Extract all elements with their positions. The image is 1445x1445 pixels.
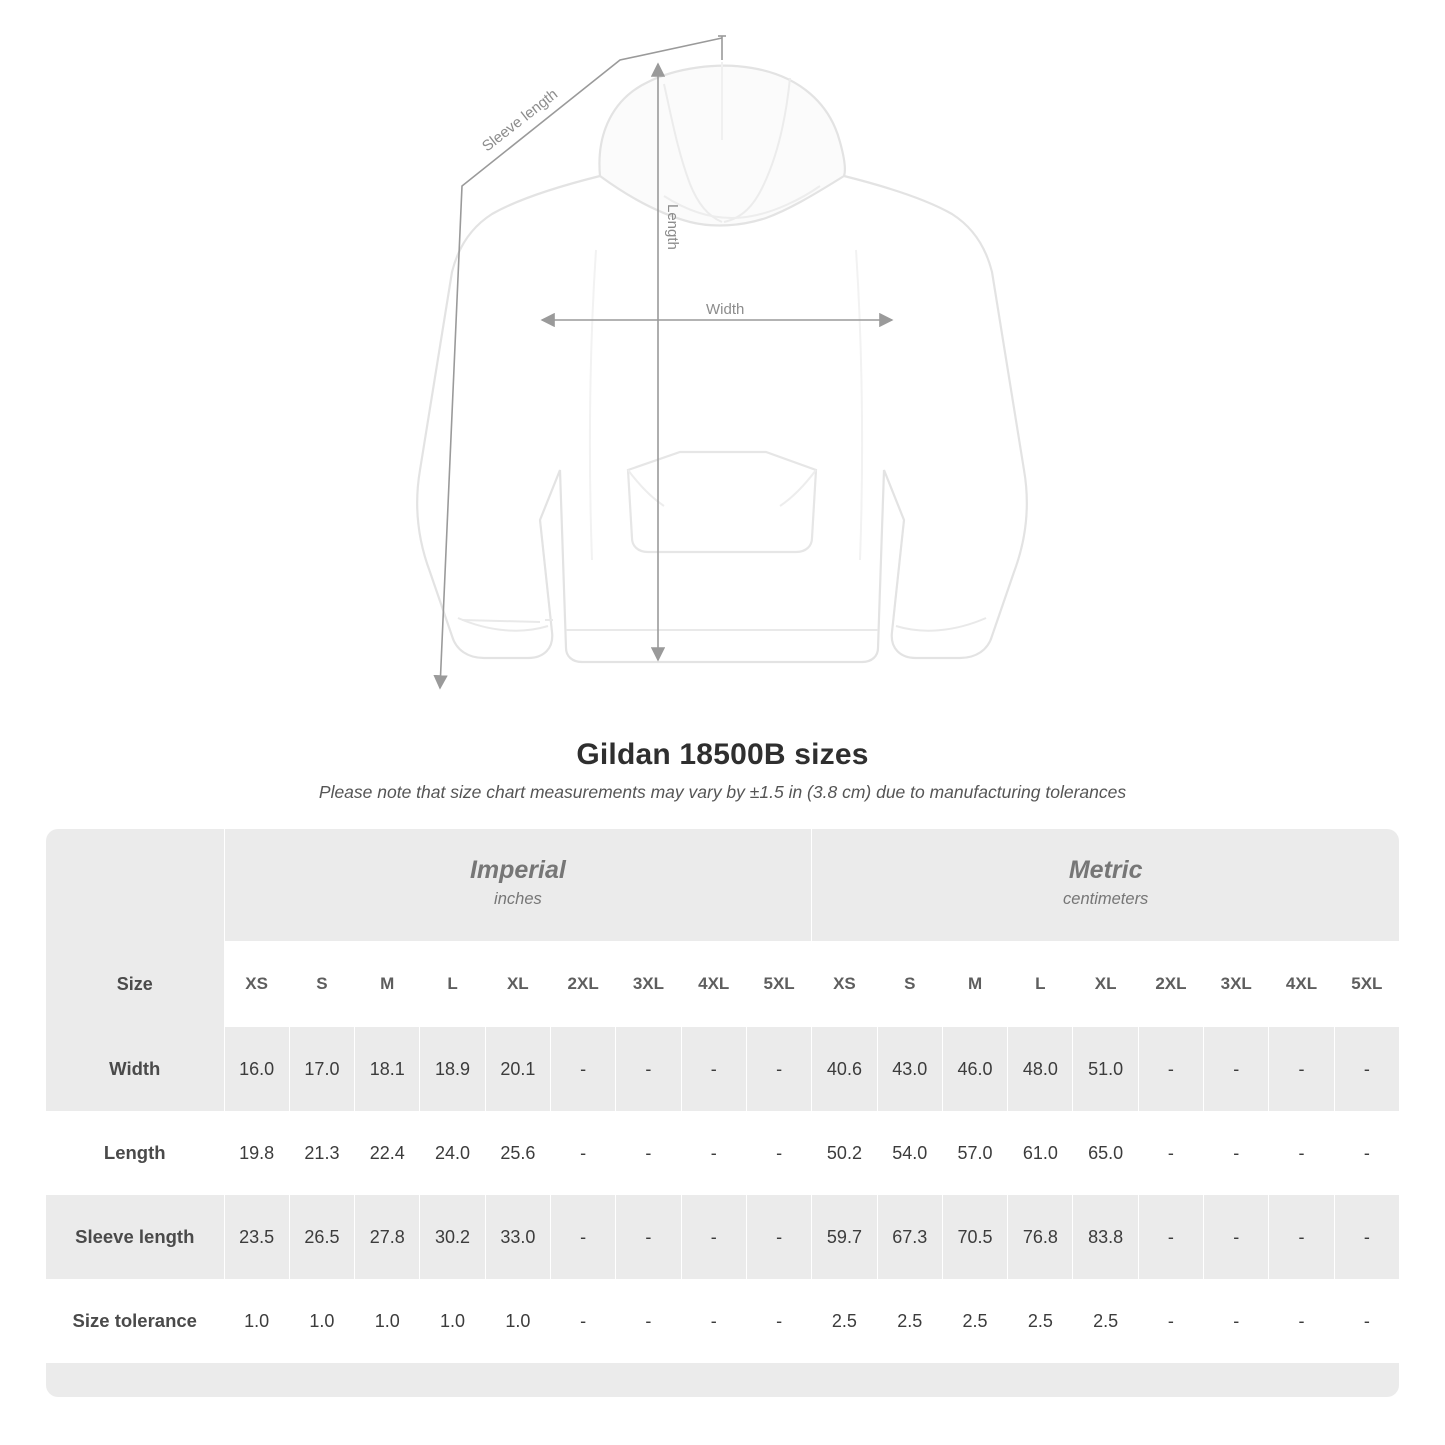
size-header-metric-4xl: 4XL xyxy=(1269,941,1334,1027)
cell-sleeve-imperial-l: 30.2 xyxy=(420,1195,485,1279)
size-header-metric-3xl: 3XL xyxy=(1204,941,1269,1027)
cell-tolerance-metric-5xl: - xyxy=(1334,1279,1399,1363)
cell-width-imperial-5xl: - xyxy=(746,1027,811,1111)
system-metric-unit: centimeters xyxy=(1063,889,1149,908)
cell-width-metric-5xl: - xyxy=(1334,1027,1399,1111)
cell-sleeve-imperial-4xl: - xyxy=(681,1195,746,1279)
cell-width-metric-4xl: - xyxy=(1269,1027,1334,1111)
size-header-imperial-2xl: 2XL xyxy=(550,941,615,1027)
cell-length-imperial-2xl: - xyxy=(550,1111,615,1195)
cell-sleeve-metric-s: 67.3 xyxy=(877,1195,942,1279)
cell-width-metric-xl: 51.0 xyxy=(1073,1027,1138,1111)
cell-sleeve-metric-l: 76.8 xyxy=(1008,1195,1073,1279)
cell-length-imperial-xs: 19.8 xyxy=(224,1111,289,1195)
size-header-metric-xl: XL xyxy=(1073,941,1138,1027)
cell-length-metric-xs: 50.2 xyxy=(812,1111,877,1195)
system-imperial-unit: inches xyxy=(494,889,542,908)
cell-width-metric-3xl: - xyxy=(1204,1027,1269,1111)
size-header-metric-m: M xyxy=(942,941,1007,1027)
cell-width-imperial-xl: 20.1 xyxy=(485,1027,550,1111)
length-label: Length xyxy=(664,204,681,250)
cell-length-imperial-m: 22.4 xyxy=(355,1111,420,1195)
size-header-metric-5xl: 5XL xyxy=(1334,941,1399,1027)
cell-width-metric-xs: 40.6 xyxy=(812,1027,877,1111)
sleeve-length-label: Sleeve length xyxy=(478,85,562,156)
cell-sleeve-imperial-xs: 23.5 xyxy=(224,1195,289,1279)
size-header-metric-xs: XS xyxy=(812,941,877,1027)
cell-tolerance-metric-4xl: - xyxy=(1269,1279,1334,1363)
cell-tolerance-metric-3xl: - xyxy=(1204,1279,1269,1363)
cell-length-imperial-5xl: - xyxy=(746,1111,811,1195)
table-row xyxy=(46,1027,1399,1111)
cell-sleeve-imperial-2xl: - xyxy=(550,1195,615,1279)
cell-length-imperial-xl: 25.6 xyxy=(485,1111,550,1195)
table-row xyxy=(46,1111,1399,1195)
cell-tolerance-imperial-4xl: - xyxy=(681,1279,746,1363)
cell-sleeve-metric-3xl: - xyxy=(1204,1195,1269,1279)
size-table-wrapper xyxy=(46,829,1399,1397)
cell-length-metric-2xl: - xyxy=(1138,1111,1203,1195)
table-footer-spacer xyxy=(46,1363,1399,1397)
size-header-row xyxy=(46,941,1399,1027)
cell-length-imperial-4xl: - xyxy=(681,1111,746,1195)
cell-width-imperial-l: 18.9 xyxy=(420,1027,485,1111)
cell-width-imperial-m: 18.1 xyxy=(355,1027,420,1111)
cell-width-metric-l: 48.0 xyxy=(1008,1027,1073,1111)
cell-width-imperial-2xl: - xyxy=(550,1027,615,1111)
cell-tolerance-imperial-l: 1.0 xyxy=(420,1279,485,1363)
size-header-imperial-3xl: 3XL xyxy=(616,941,681,1027)
cell-width-imperial-4xl: - xyxy=(681,1027,746,1111)
size-header-imperial-l: L xyxy=(420,941,485,1027)
table-row xyxy=(46,1279,1399,1363)
size-header-imperial-s: S xyxy=(289,941,354,1027)
cell-sleeve-imperial-3xl: - xyxy=(616,1195,681,1279)
page-title: Gildan 18500B sizes xyxy=(576,738,869,771)
cell-width-imperial-xs: 16.0 xyxy=(224,1027,289,1111)
row-label-length: Length xyxy=(46,1111,224,1195)
cell-tolerance-imperial-2xl: - xyxy=(550,1279,615,1363)
cell-length-metric-s: 54.0 xyxy=(877,1111,942,1195)
cell-tolerance-imperial-xs: 1.0 xyxy=(224,1279,289,1363)
cell-tolerance-metric-2xl: - xyxy=(1138,1279,1203,1363)
size-header-imperial-4xl: 4XL xyxy=(681,941,746,1027)
system-metric xyxy=(812,829,1399,941)
size-header-metric-l: L xyxy=(1008,941,1073,1027)
system-header-row xyxy=(46,829,1399,941)
cell-sleeve-metric-m: 70.5 xyxy=(942,1195,1007,1279)
size-header-label: Size xyxy=(46,941,224,1027)
cell-width-imperial-s: 17.0 xyxy=(289,1027,354,1111)
size-header-imperial-5xl: 5XL xyxy=(746,941,811,1027)
size-header-metric-2xl: 2XL xyxy=(1138,941,1203,1027)
cell-sleeve-metric-2xl: - xyxy=(1138,1195,1203,1279)
cell-length-imperial-3xl: - xyxy=(616,1111,681,1195)
table-row xyxy=(46,1195,1399,1279)
cell-sleeve-imperial-5xl: - xyxy=(746,1195,811,1279)
cell-length-imperial-s: 21.3 xyxy=(289,1111,354,1195)
size-header-imperial-xs: XS xyxy=(224,941,289,1027)
cell-length-metric-m: 57.0 xyxy=(942,1111,1007,1195)
row-label-width: Width xyxy=(46,1027,224,1111)
cell-sleeve-metric-xs: 59.7 xyxy=(812,1195,877,1279)
size-header-imperial-m: M xyxy=(355,941,420,1027)
cell-sleeve-metric-xl: 83.8 xyxy=(1073,1195,1138,1279)
width-label: Width xyxy=(706,301,745,318)
cell-tolerance-metric-l: 2.5 xyxy=(1008,1279,1073,1363)
table-footer-row xyxy=(46,1363,1399,1397)
cell-length-metric-xl: 65.0 xyxy=(1073,1111,1138,1195)
cell-length-metric-l: 61.0 xyxy=(1008,1111,1073,1195)
cell-tolerance-imperial-3xl: - xyxy=(616,1279,681,1363)
cell-tolerance-metric-xs: 2.5 xyxy=(812,1279,877,1363)
system-header-spacer xyxy=(46,829,224,941)
cell-tolerance-metric-s: 2.5 xyxy=(877,1279,942,1363)
cell-sleeve-imperial-xl: 33.0 xyxy=(485,1195,550,1279)
cell-tolerance-imperial-s: 1.0 xyxy=(289,1279,354,1363)
system-metric-name: Metric xyxy=(1068,855,1143,884)
cell-tolerance-imperial-m: 1.0 xyxy=(355,1279,420,1363)
size-header-metric-s: S xyxy=(877,941,942,1027)
cell-tolerance-metric-xl: 2.5 xyxy=(1073,1279,1138,1363)
cell-length-metric-4xl: - xyxy=(1269,1111,1334,1195)
system-imperial xyxy=(224,829,812,941)
cell-sleeve-imperial-s: 26.5 xyxy=(289,1195,354,1279)
cell-length-imperial-l: 24.0 xyxy=(420,1111,485,1195)
cell-sleeve-metric-4xl: - xyxy=(1269,1195,1334,1279)
size-header-imperial-xl: XL xyxy=(485,941,550,1027)
row-label-sleeve-length: Sleeve length xyxy=(46,1195,224,1279)
chart-heading xyxy=(0,738,1445,803)
hoodie-shape xyxy=(417,62,1027,662)
size-table xyxy=(46,829,1399,1397)
cell-tolerance-imperial-xl: 1.0 xyxy=(485,1279,550,1363)
cell-length-metric-3xl: - xyxy=(1204,1111,1269,1195)
cell-tolerance-imperial-5xl: - xyxy=(746,1279,811,1363)
cell-tolerance-metric-m: 2.5 xyxy=(942,1279,1007,1363)
row-label-size-tolerance: Size tolerance xyxy=(46,1279,224,1363)
cell-width-metric-s: 43.0 xyxy=(877,1027,942,1111)
cell-length-metric-5xl: - xyxy=(1334,1111,1399,1195)
tolerance-note: Please note that size chart measurements may vary by ±1.5 in (3.8 cm) due to manufacturing tolerances xyxy=(318,782,1127,802)
cell-width-metric-m: 46.0 xyxy=(942,1027,1007,1111)
system-imperial-name: Imperial xyxy=(469,855,566,884)
cell-sleeve-metric-5xl: - xyxy=(1334,1195,1399,1279)
cell-width-imperial-3xl: - xyxy=(616,1027,681,1111)
cell-width-metric-2xl: - xyxy=(1138,1027,1203,1111)
cell-sleeve-imperial-m: 27.8 xyxy=(355,1195,420,1279)
